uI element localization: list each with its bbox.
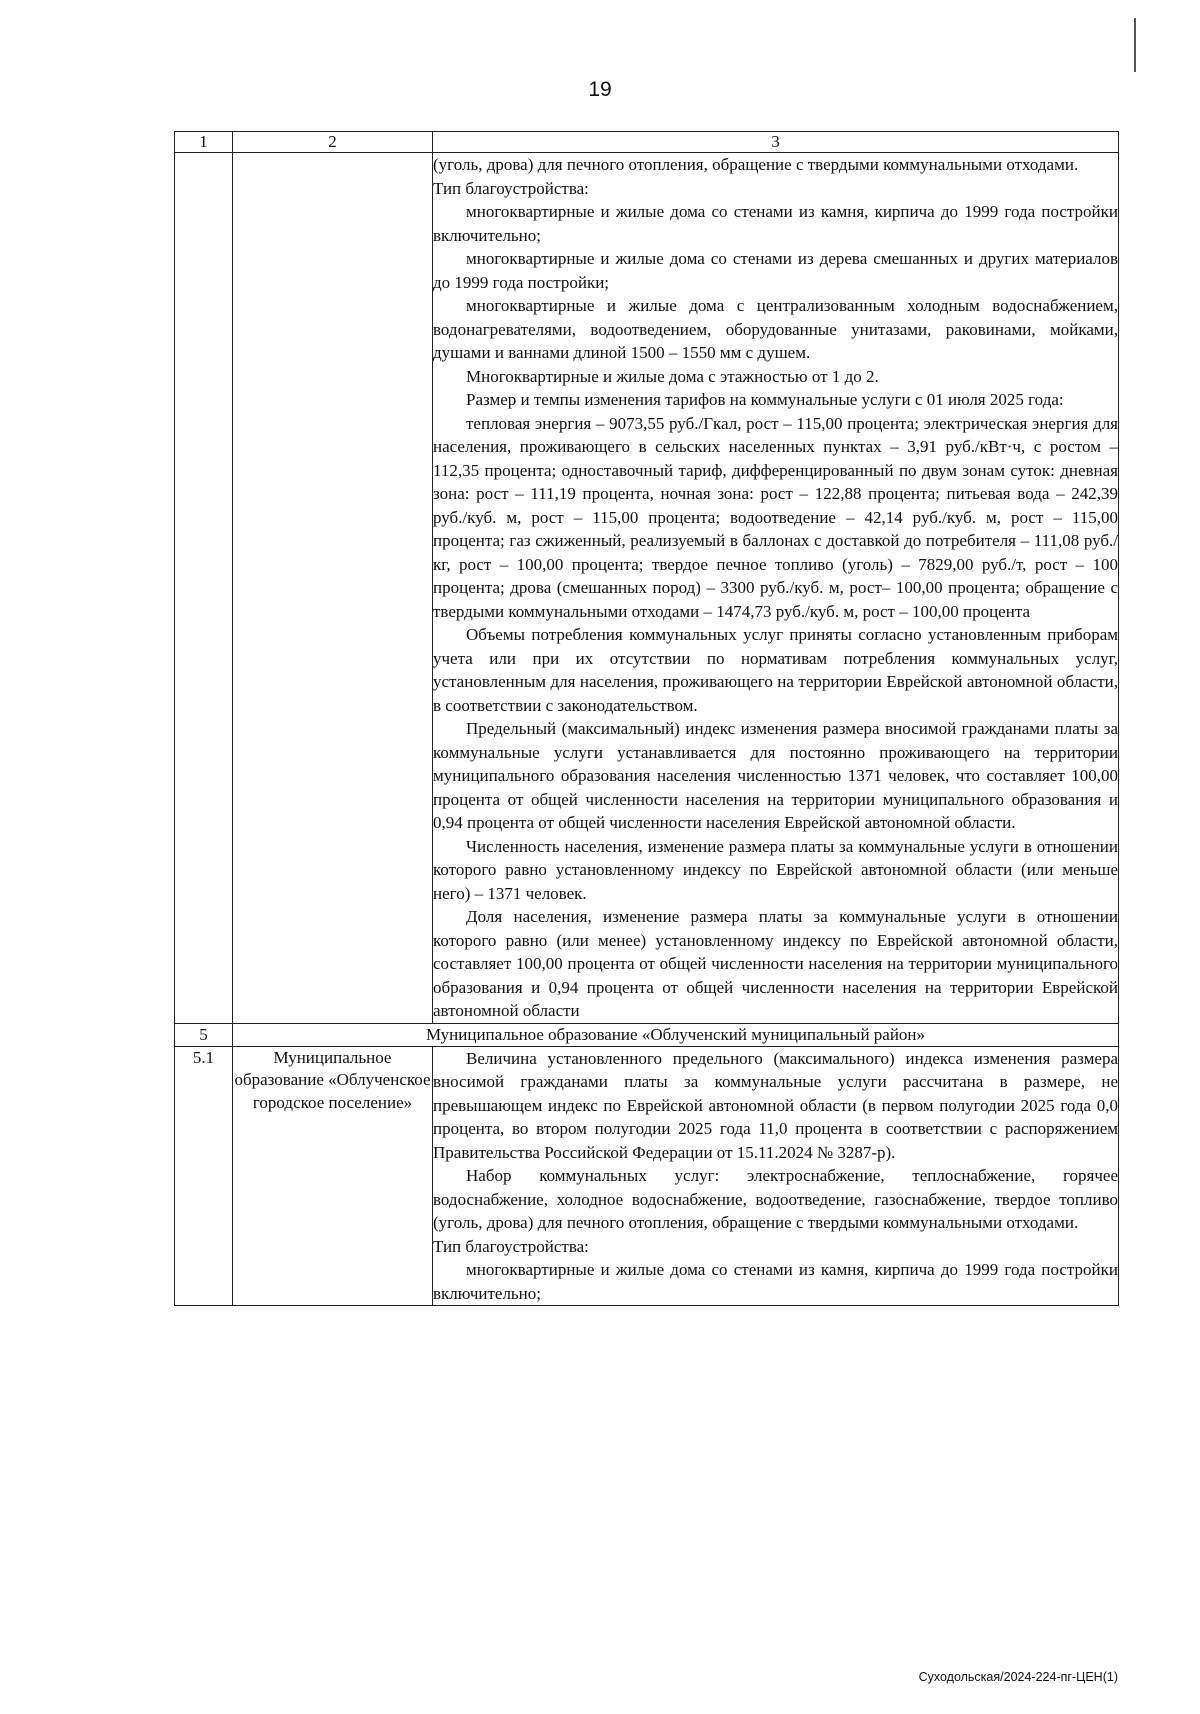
continued-row-col2 xyxy=(233,153,433,1024)
paragraph: (уголь, дрова) для печного отопления, обращение с твердыми коммунальными отходами. xyxy=(433,155,1079,174)
paragraph: Величина установленного предельного (максимального) индекса изменения размера вносимой гражданами платы за коммунальные услуги рассчитана в размере, не превышающем индекс по Еврейской автономной области (в первом полугодии 2025 года 0,0 процента, во втором полугодии 2025 года 11,0 процента в соответствии с распоряжением Правительства Российской Федерации от 15.11.2024 № 3287-р). xyxy=(433,1048,1118,1162)
section-number: 5 xyxy=(175,1023,233,1046)
paragraph: Размер и темпы изменения тарифов на коммунальные услуги с 01 июля 2025 года: xyxy=(466,390,1064,409)
continued-row-col1 xyxy=(175,153,233,1024)
table-row xyxy=(175,1046,1119,1306)
paragraph: многоквартирные и жилые дома со стенами из камня, кирпича до 1999 года постройки включительно; xyxy=(433,202,1118,245)
paragraph: тепловая энергия – 9073,55 руб./Гкал, рост – 115,00 процента; электрическая энергия для населения, проживающего в сельских населенных пунктах – 3,91 руб./кВт·ч, с ростом – 112,35 процента; одноставочный тариф, дифференцированный по двум зонам суток: дневная зона: рост – 111,19 процента, ночная зона: рост – 122,88 процента; питьевая вода – 242,39 руб./куб. м, рост – 115,00 процента; водоотведение – 42,14 руб./куб. м, рост – 115,00 процента; газ сжиженный, реализуемый в баллонах с доставкой до потребителя – 111,08 руб./кг, рост – 100,00 процента; твердое печное топливо (уголь) – 7829,00 руб./т, рост – 100 процента; дрова (смешанных пород) – 3300 руб./куб. м, рост– 100,00 процента; обращение с твердыми коммунальными отходами – 1474,73 руб./куб. м, рост – 100,00 процента xyxy=(433,413,1118,621)
paragraph: Доля населения, изменение размера платы за коммунальные услуги в отношении которого равно (или менее) установленному индексу по Еврейской автономной области, составляет 100,00 процента от общей численности населения на территории муниципального образования и 0,94 процента от общей численности населения на территории Еврейской автономной области xyxy=(433,907,1118,1020)
table-row xyxy=(175,153,1119,1024)
row-content xyxy=(433,1046,1119,1306)
municipality-name: Муниципальное образование «Облученское городское поселение» xyxy=(233,1046,433,1306)
header-col-1: 1 xyxy=(175,132,233,153)
paragraph: Предельный (максимальный) индекс изменения размера вносимой гражданами платы за коммунальные услуги устанавливается для постоянно проживающего на территории муниципального образования населения численностью 1371 человек, что составляет 100,00 процента от общей численности населения на территории муниципального образования и 0,94 процента от общей численности населения Еврейской автономной области. xyxy=(433,719,1118,832)
section-title: Муниципальное образование «Облученский муниципальный район» xyxy=(233,1023,1119,1046)
tariff-table xyxy=(174,131,1119,1306)
paragraph: Объемы потребления коммунальных услуг приняты согласно установленным приборам учета или при их отсутствии по нормативам потребления коммунальных услуг, установленным для населения, проживающего на территории Еврейской автономной области, в соответствии с законодательством. xyxy=(433,625,1118,715)
paragraph: многоквартирные и жилые дома с централизованным холодным водоснабжением, водонагревателями, водоотведением, оборудованные унитазами, раковинами, мойками, душами и ваннами длиной 1500 – 1550 мм с душем. xyxy=(433,296,1118,362)
paragraph: многоквартирные и жилые дома со стенами из дерева смешанных и других материалов до 1999 года постройки; xyxy=(433,249,1118,292)
paragraph: Набор коммунальных услуг: электроснабжение, теплоснабжение, горячее водоснабжение, холодное водоснабжение, водоотведение, газоснабжение, твердое топливо (уголь, дрова) для печного отопления, обращение с твердыми коммунальными отходами. xyxy=(433,1166,1118,1232)
header-col-2: 2 xyxy=(233,132,433,153)
continued-row-content xyxy=(433,153,1119,1024)
paragraph: Тип благоустройства: xyxy=(433,1236,589,1256)
paragraph: Тип благоустройства: xyxy=(433,178,589,198)
row-number: 5.1 xyxy=(175,1046,233,1306)
paragraph: Многоквартирные и жилые дома с этажностью от 1 до 2. xyxy=(466,366,879,386)
header-col-3: 3 xyxy=(433,132,1119,153)
document-code-footer: Суходольская/2024-224-пг-ЦЕН(1) xyxy=(918,1670,1118,1684)
section-row xyxy=(175,1023,1119,1046)
paragraph: Численность населения, изменение размера платы за коммунальные услуги в отношении которого равно установленному индексу по Еврейской автономной области (или меньше него) – 1371 человек. xyxy=(433,836,1118,903)
page-number: 19 xyxy=(588,78,612,101)
scan-margin-mark xyxy=(1134,18,1136,72)
paragraph: многоквартирные и жилые дома со стенами из камня, кирпича до 1999 года постройки включительно; xyxy=(433,1260,1118,1303)
table-header-row xyxy=(175,132,1119,153)
